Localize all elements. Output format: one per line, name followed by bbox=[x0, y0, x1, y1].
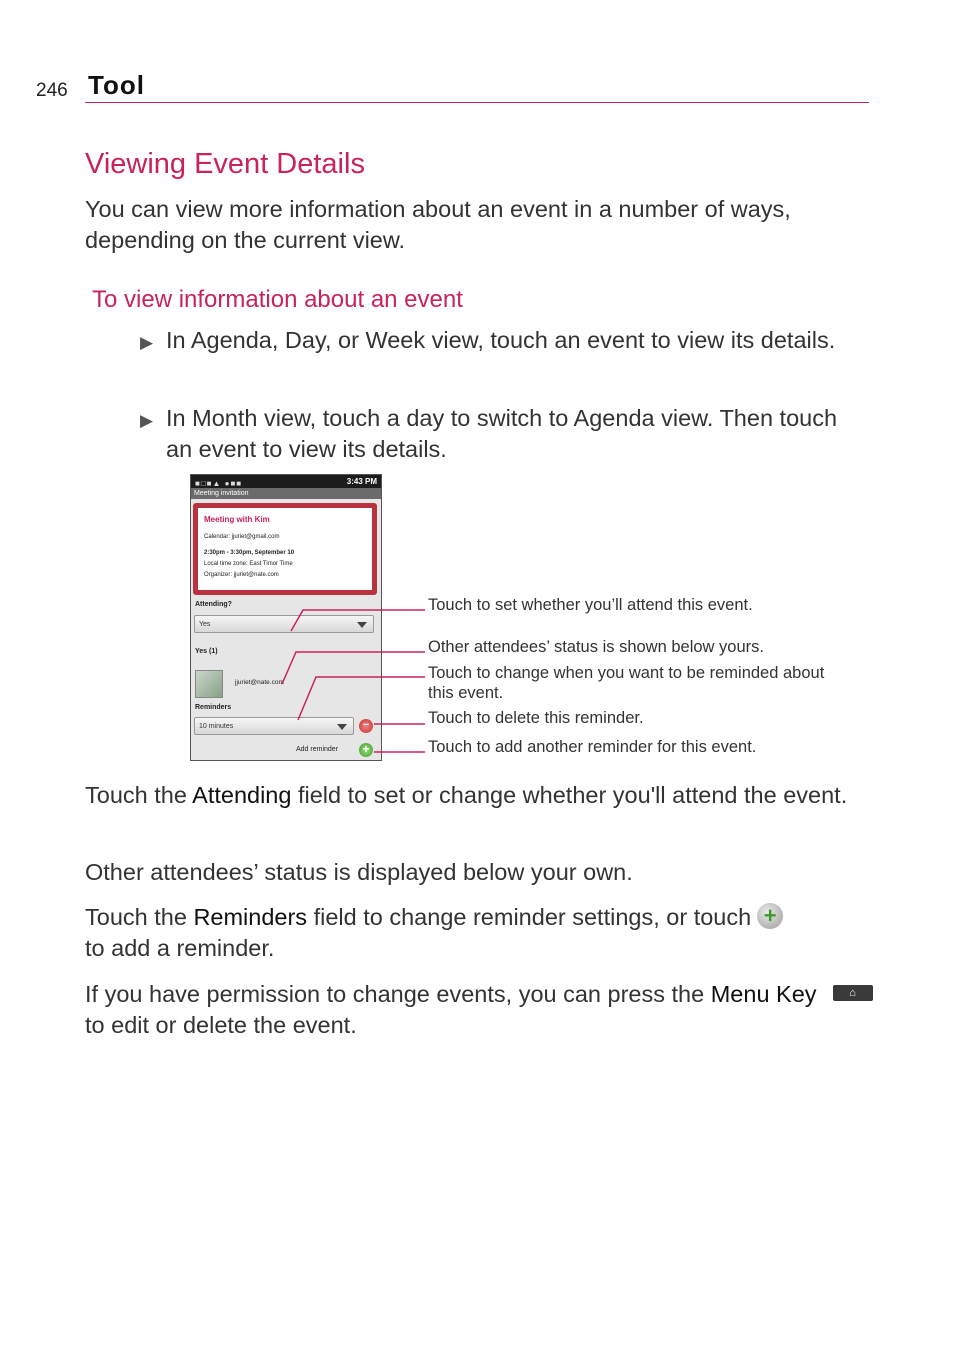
remove-reminder-button[interactable]: − bbox=[359, 719, 373, 733]
bullet-arrow-icon: ▶ bbox=[140, 411, 154, 430]
reminder-value: 10 minutes bbox=[199, 723, 234, 730]
reminders-keyword: Reminders bbox=[193, 904, 308, 930]
event-calendar: Calendar: jjuriet@gmail.com bbox=[204, 534, 280, 540]
add-reminder-button[interactable]: + bbox=[359, 743, 373, 757]
reminders-paragraph: Touch the Reminders field to change reminder settings, or touch + to add a reminder. bbox=[85, 902, 885, 964]
attending-value: Yes bbox=[199, 621, 211, 628]
attendees-paragraph: Other attendees’ status is displayed below your own. bbox=[85, 859, 633, 885]
callout-reminder-change: Touch to change when you want to be reminded about this event. bbox=[428, 664, 825, 702]
intro-paragraph: You can view more information about an event in a number of ways, depending on the current view. bbox=[85, 196, 791, 253]
event-timezone: Local time zone: East Timor Time bbox=[204, 561, 293, 567]
subheading: To view information about an event bbox=[92, 286, 463, 313]
page-heading: Viewing Event Details bbox=[85, 148, 365, 180]
bullet-arrow-icon: ▶ bbox=[140, 333, 154, 352]
yes-count-label: Yes (1) bbox=[195, 648, 218, 655]
add-reminder-label: Add reminder bbox=[296, 746, 339, 753]
event-organizer: Organizer: jjuriet@nate.com bbox=[204, 572, 279, 578]
event-title: Meeting with Kim bbox=[204, 515, 270, 524]
menu-key-keyword: Menu Key bbox=[710, 981, 817, 1007]
callout-attendees: Other attendees’ status is shown below yours. bbox=[428, 638, 764, 656]
page-number: 246 bbox=[36, 80, 68, 101]
menu-key-paragraph: If you have permission to change events, you can press the Menu Key ⌂ to edit or delete the event. bbox=[85, 979, 885, 1041]
callout-reminder-delete: Touch to delete this reminder. bbox=[428, 709, 644, 727]
status-time: 3:43 PM bbox=[346, 477, 377, 486]
add-icon: + bbox=[757, 903, 783, 929]
callout-reminder-add: Touch to add another reminder for this event. bbox=[428, 738, 757, 756]
status-icons: ■□■▲ ●■■ bbox=[195, 479, 243, 488]
reminders-label: Reminders bbox=[195, 704, 232, 711]
attending-paragraph: Touch the Attending field to set or change whether you'll attend the event. bbox=[85, 782, 848, 808]
attendee-email: jjuriet@nate.com bbox=[235, 679, 284, 686]
attending-keyword: Attending bbox=[192, 782, 292, 808]
section-title: Tool bbox=[88, 70, 145, 100]
event-time: 2:30pm - 3:30pm, September 10 bbox=[204, 550, 295, 556]
screen-title: Meeting invitation bbox=[191, 488, 381, 499]
bullet-item: In Agenda, Day, or Week view, touch an event to view its details. bbox=[166, 327, 836, 353]
attending-label: Attending? bbox=[195, 601, 232, 608]
bullet-item: In Month view, touch a day to switch to Agenda view. Then touch an event to view its details. bbox=[166, 405, 838, 462]
callout-attending: Touch to set whether you’ll attend this event. bbox=[428, 596, 753, 614]
home-icon: ⌂ bbox=[833, 985, 873, 1001]
